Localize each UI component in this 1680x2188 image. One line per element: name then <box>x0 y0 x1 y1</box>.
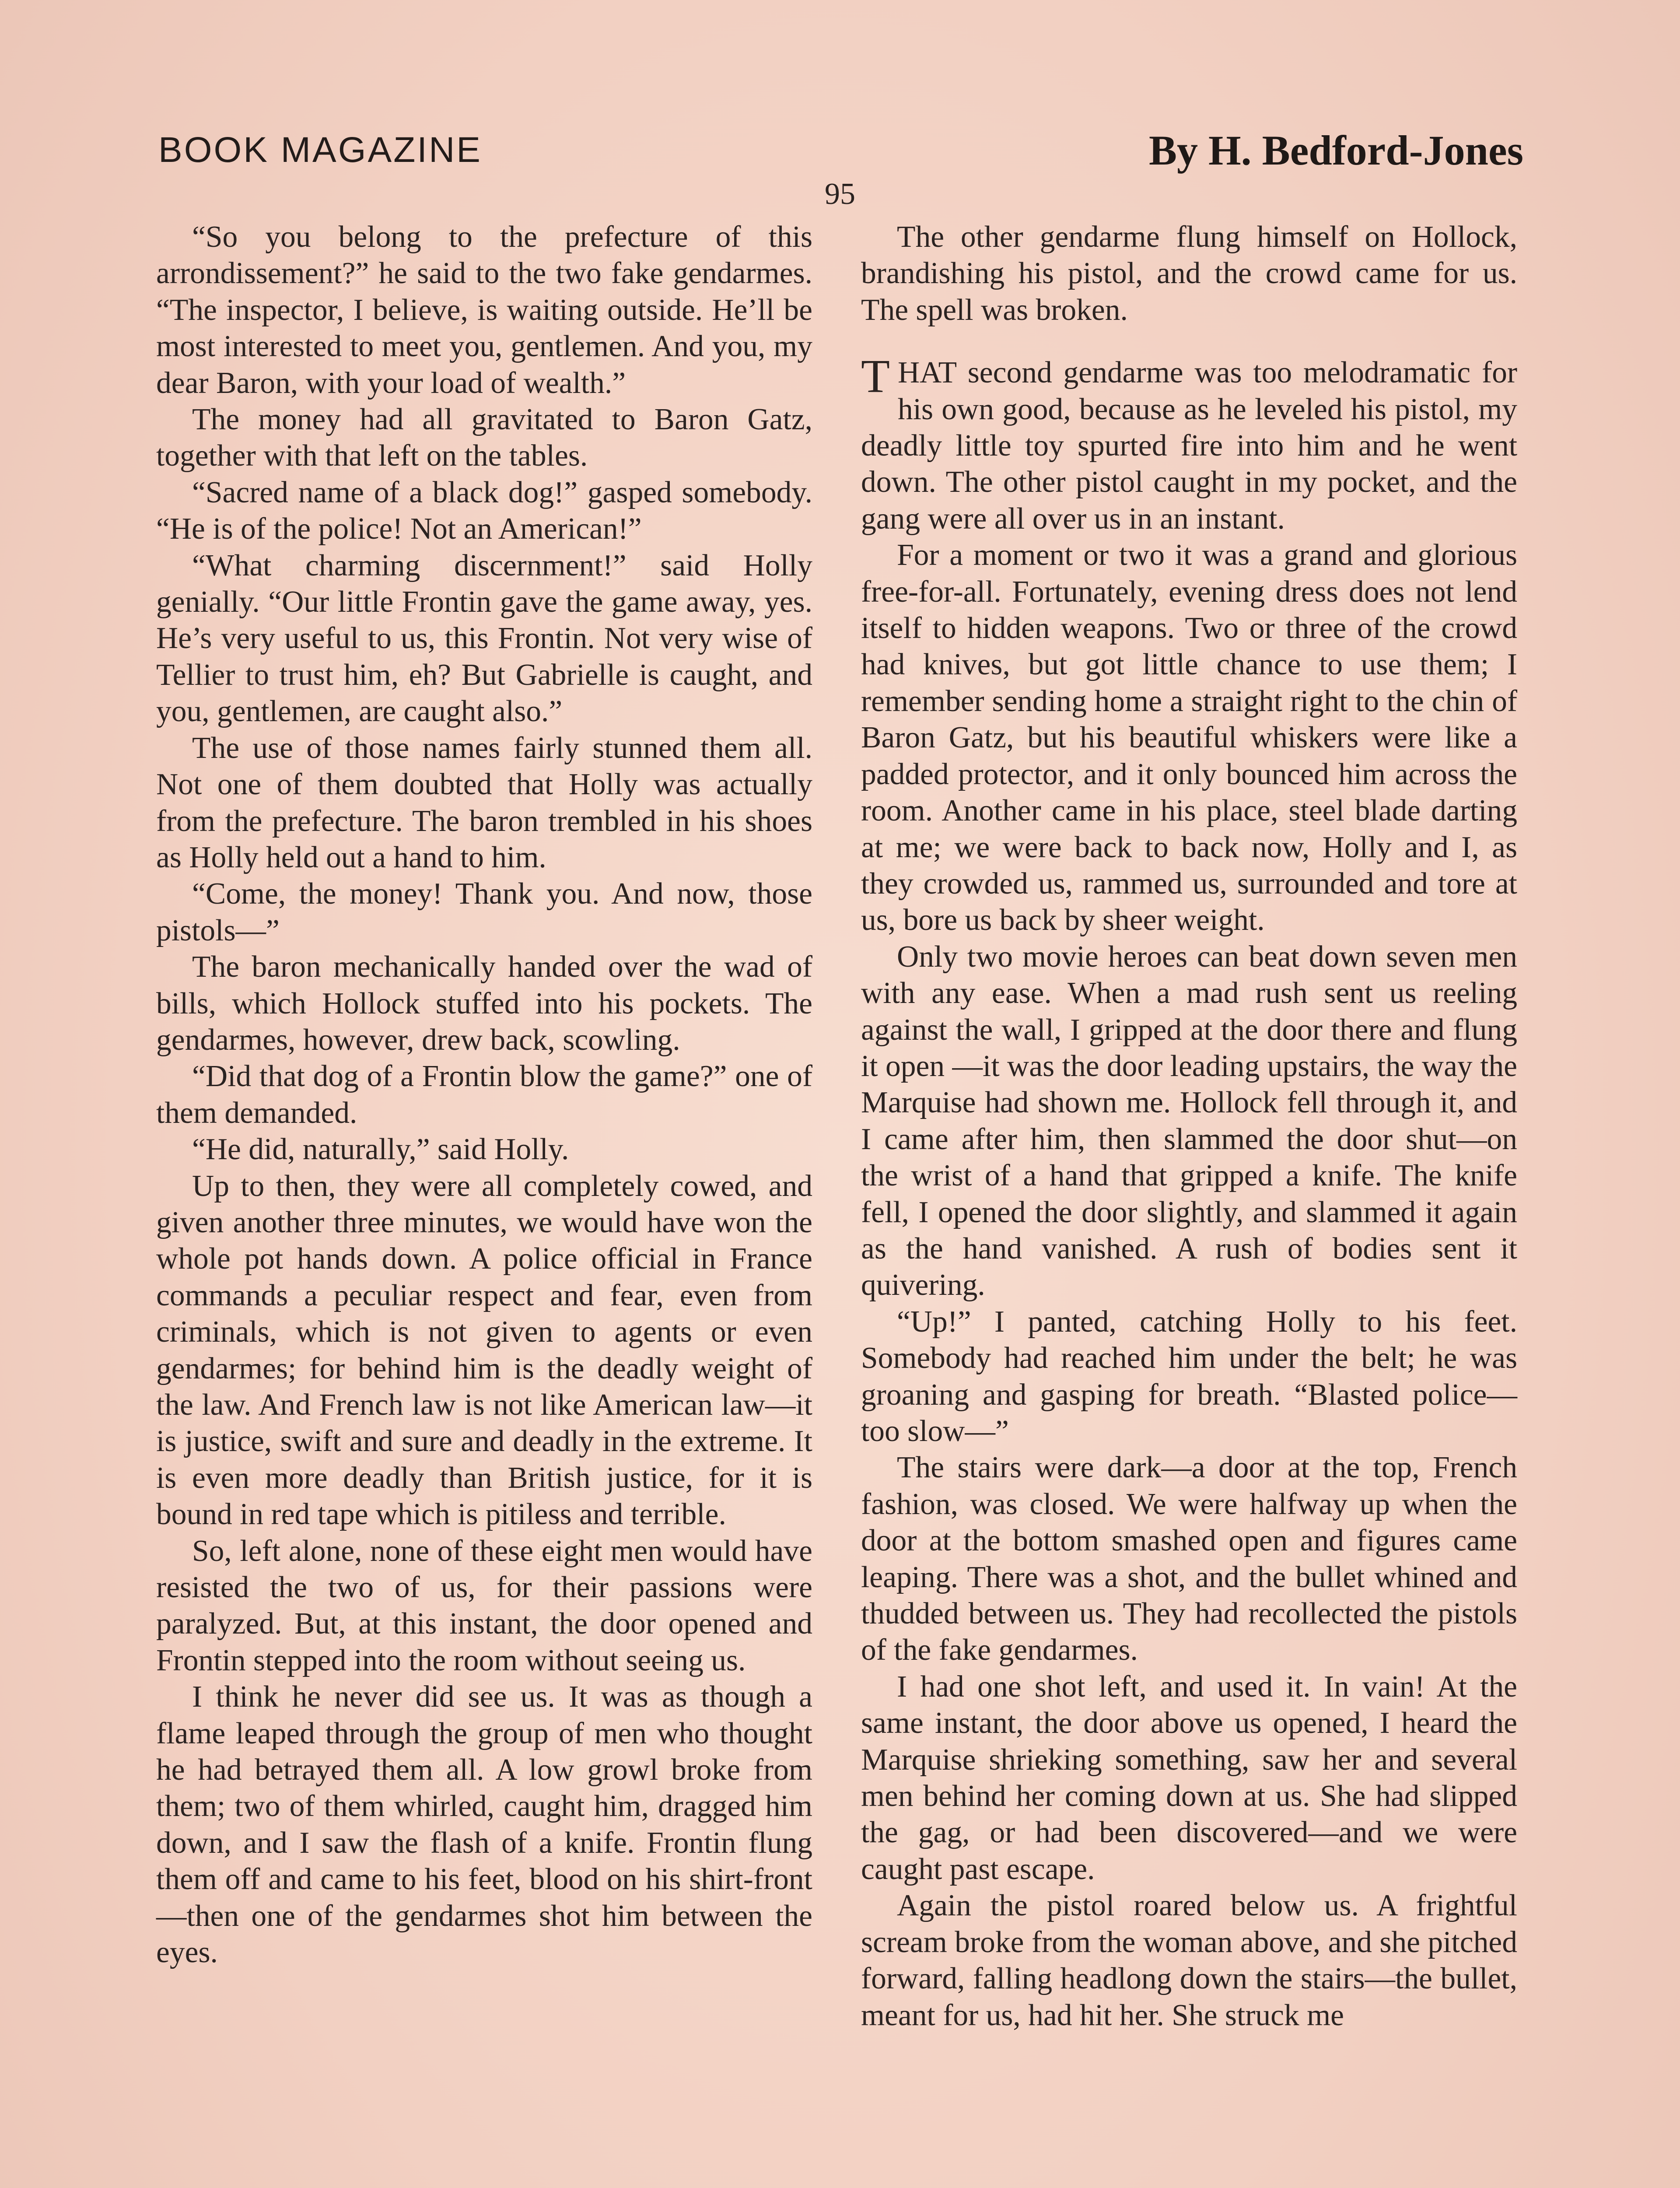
page-number: 95 <box>825 177 855 211</box>
paragraph: “Sacred name of a black dog!” gasped somebody. “He is of the police! Not an American!” <box>156 475 812 546</box>
paragraph: “Come, the money! Thank you. And now, those pistols—” <box>156 877 812 947</box>
paragraph: The stairs were dark—a door at the top, French fashion, was closed. We were halfway up when the door at the bottom smashed open and figures came leaping. There was a shot, and the bullet whined and thudded between us. They had recollected the pistols of the fake gendarmes. <box>861 1451 1517 1667</box>
paragraph: “What charming discernment!” said Holly genially. “Our little Frontin gave the game away, yes. He’s very useful to us, this Frontin. Not very wise of Tellier to trust him, eh? But Gabrielle is caught, and you, gentlemen, are caught also.” <box>156 548 812 729</box>
section-opening-paragraph <box>861 351 1517 537</box>
paragraph: “Did that dog of a Frontin blow the game?” one of them demanded. <box>156 1059 812 1130</box>
magazine-title: BOOK MAGAZINE <box>158 130 482 170</box>
paragraph: Up to then, they were all completely cowed, and given another three minutes, we would have won the whole pot hands down. A police official in France commands a peculiar respect and fear, even from criminals, which is not given to agents or even gendarmes; for behind him is the deadly weight of the law. And French law is not like American law—it is justice, swift and sure and deadly in the extreme. It is even more deadly than British justice, for it is bound in red tape which is pitiless and terrible. <box>156 1169 812 1532</box>
paragraph: I think he never did see us. It was as though a flame leaped through the group of men who thought he had betrayed them all. A low growl broke from them; two of them whirled, caught him, dragged him down, and I saw the flash of a knife. Frontin flung them off and came to his feet, blood on his shirt-front—then one of the gendarmes shot him between the eyes. <box>156 1680 812 1970</box>
paragraph: So, left alone, none of these eight men would have resisted the two of us, for their passions were paralyzed. But, at this instant, the door opened and Frontin stepped into the room without seeing us. <box>156 1534 812 1677</box>
paragraph: “Up!” I panted, catching Holly to his feet. Somebody had reached him under the belt; he was groaning and gasping for breath. “Blasted police—too slow—” <box>861 1304 1517 1448</box>
section-opening-text: HAT second gendarme was too melodramatic for his own good, because as he leveled his pistol, my deadly little toy spurted fire into him and he went down. The other pistol caught in my pocket, and the gang were all over us in an instant. <box>861 356 1517 536</box>
author-byline: By H. Bedford-Jones <box>1148 127 1523 174</box>
paragraph: The money had all gravitated to Baron Gatz, together with that left on the tables. <box>156 403 812 473</box>
paragraph: Only two movie heroes can beat down seven men with any ease. When a mad rush sent us reeling against the wall, I gripped at the door there and flung it open —it was the door leading upstairs, the way the Marquise had shown me. Hollock fell through it, and I came after him, then slammed the door shut—on the wrist of a hand that gripped a knife. The knife fell, I opened the door slightly, and slammed it again as the hand vanished. A rush of bodies sent it quivering. <box>861 940 1517 1302</box>
paragraph: I had one shot left, and used it. In vain! At the same instant, the door above us opened, I heard the Marquise shrieking something, saw her and several men behind her coming down at us. She had slipped the gag, or had been discovered—and we were caught past escape. <box>861 1669 1517 1886</box>
right-column <box>861 219 1517 2034</box>
paragraph: For a moment or two it was a grand and glorious free-for-all. Fortunately, evening dress does not lend itself to hidden weapons. Two or three of the crowd had knives, but got little chance to use them; I remember sending home a straight right to the chin of Baron Gatz, but his beautiful whiskers were like a padded protector, and it only bounced him across the room. Another came in his place, steel blade darting at me; we were back to back now, Holly and I, as they crowded us, rammed us, surrounded and tore at us, bore us back by sheer weight. <box>861 538 1517 937</box>
paragraph: The baron mechanically handed over the wad of bills, which Hollock stuffed into his pockets. The gendarmes, however, drew back, scowling. <box>156 950 812 1057</box>
paragraph: “So you belong to the prefecture of this arrondissement?” he said to the two fake gendarmes. “The inspector, I believe, is waiting outside. He’ll be most interested to meet you, gentlemen. And you, my dear Baron, with your load of wealth.” <box>156 220 812 400</box>
paragraph: “He did, naturally,” said Holly. <box>192 1133 569 1167</box>
paragraph: Again the pistol roared below us. A frightful scream broke from the woman above, and she pitched forward, falling headlong down the stairs—the bullet, meant for us, had hit her. She struck me <box>861 1889 1517 2032</box>
paragraph: The use of those names fairly stunned them all. Not one of them doubted that Holly was actually from the prefecture. The baron trembled in his shoes as Holly held out a hand to him. <box>156 731 812 874</box>
paragraph: The other gendarme flung himself on Hollock, brandishing his pistol, and the crowd came for us. The spell was broken. <box>861 220 1517 327</box>
drop-cap: T <box>861 351 890 403</box>
left-column <box>156 219 812 1971</box>
